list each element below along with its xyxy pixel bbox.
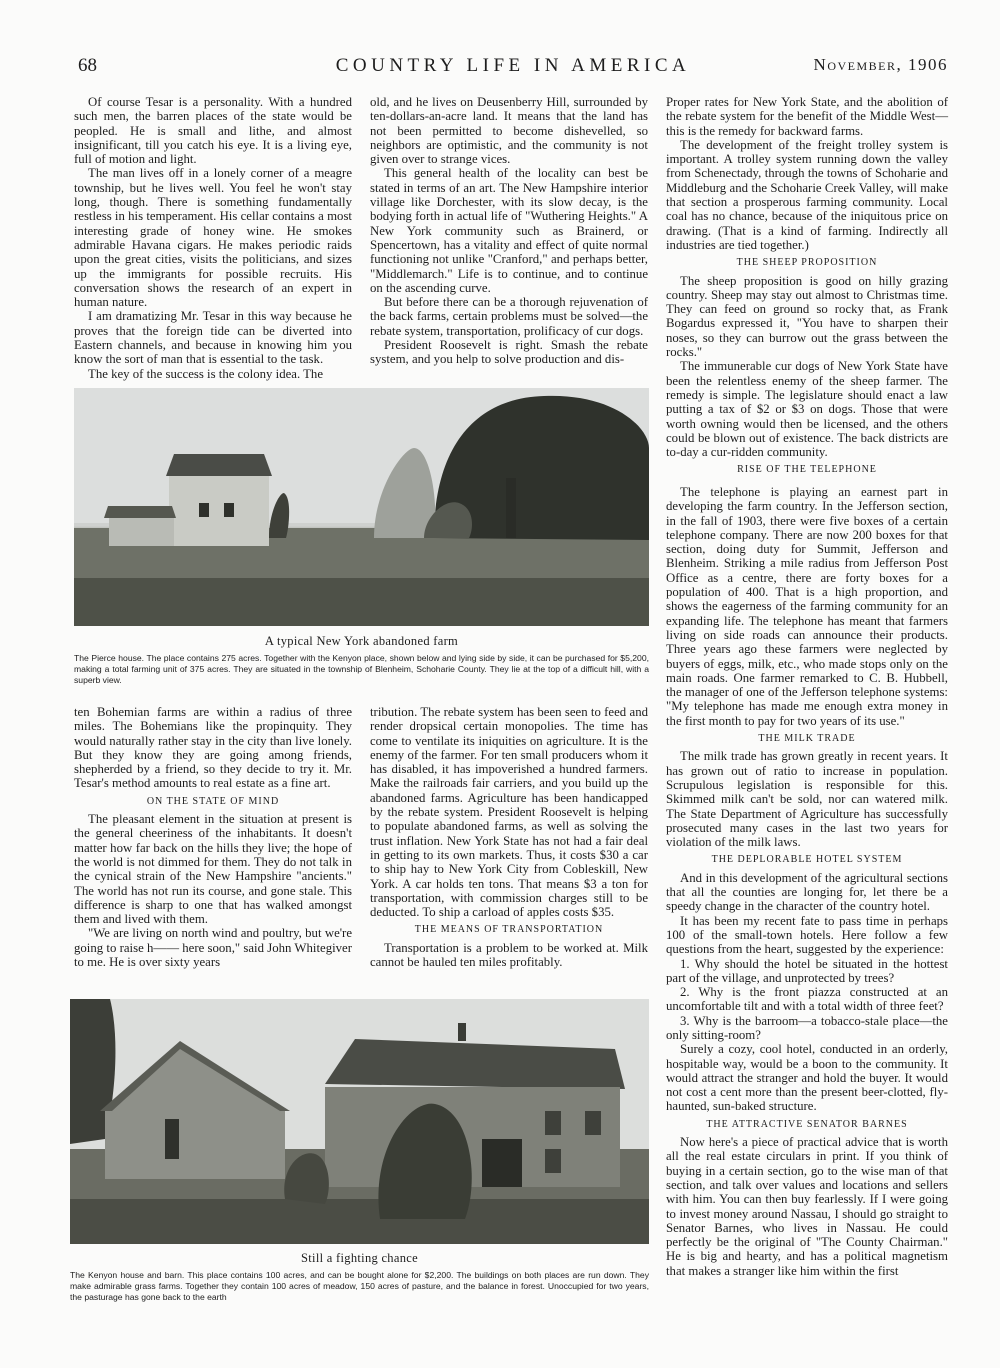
column-2 bbox=[370, 95, 648, 367]
paragraph: The milk trade has grown greatly in recent years. It has grown out of ratio to increase in population. Scrupulous legislation is responsible for this. Skimmed milk can't be sold, nor can watered milk. The State Department of Agriculture has successfully prosecuted many cases in the last two years for violation of the milk laws. bbox=[666, 749, 948, 850]
kenyon-house-photo bbox=[70, 999, 649, 1244]
column-1 bbox=[74, 95, 352, 381]
paragraph: "We are living on north wind and poultry, but we're going to raise h—— here soon," said John Whitegiver to me. He is over sixty years bbox=[74, 926, 352, 970]
paragraph: Transportation is a problem to be worked at. Milk cannot be hauled ten miles profitably. bbox=[370, 940, 648, 970]
section-heading-sheep: THE SHEEP PROPOSITION bbox=[736, 257, 878, 269]
page-header bbox=[78, 55, 948, 81]
paragraph: Proper rates for New York State, and the abolition of the rebate system for the benefit of the Middle West—this is the remedy for backward farms. bbox=[666, 95, 948, 138]
paragraph: old, and he lives on Deusenberry Hill, surrounded by ten-dollars-an-acre land. It means that the land has not been permitted to become dishevelled, so neighbors are optimistic, and the community is not given over to strange vices. bbox=[370, 95, 648, 167]
section-heading-hotel: THE DEPLORABLE HOTEL SYSTEM bbox=[711, 854, 903, 866]
paragraph: Now here's a piece of practical advice that is worth all the real estate circulars in print. If you think of buying in a certain section, go to the wise man of that section, and talk over values and locations and sellers with him. You can then buy fearlessly. If I were going to invest money around Nassau, I should go straight to Senator Barnes, who lives in Nassau. He could perfectly be the original of "The County Chairman." He is big and hearty, and has a political magnetism that makes a stranger like him within the first bbox=[666, 1135, 948, 1278]
photo-2-title: Still a fighting chance bbox=[301, 1251, 418, 1265]
paragraph: I am dramatizing Mr. Tesar in this way because he proves that the foreign tide can be diverted into Eastern channels, and because in knowing him you know the sort of man that is essential to the task. bbox=[74, 309, 352, 367]
paragraph: The telephone is playing an earnest part in developing the farm country. In the Jefferson section, in the fall of 1903, there were five boxes of a certain telephone company. There are now 200 boxes for that section, doing duty for Summit, Jefferson and Blenheim. Striking a mile radius from Jefferson Post Office as a centre, there are forty boxes for a population of 400. That is a high proportion, and shows the eagerness of the farming community for an expanding life. The telephone has meant that farmers living on side roads can announce their products. Three years ago these farmers were neglected by buyers of eggs, milk, etc., who made stops only on the main roads. One farmer remarked to C. B. Hubbell, the manager of one of the Jefferson telephone systems: "My telephone has made me enough extra money in the first month to pay for two years of its use." bbox=[666, 485, 948, 728]
paragraph: The immunerable cur dogs of New York State have been the relentless enemy of the sheep farmer. The remedy is simple. The legislature should enact a law putting a tax of $2 or $3 on dogs. Those that were worth owning would then be licensed, and the others could be blown out of existence. The back districts are to-day a cur-ridden community. bbox=[666, 359, 948, 460]
page-number: 68 bbox=[78, 55, 97, 76]
paragraph: ten Bohemian farms are within a radius of three miles. The Bohemians like the propinquity. They would naturally rather stay in the city than live lonely. But they know they are going among friends, shepherded by a friend, so they decide to try it. Mr. Tesar's method amounts to real estate as a fine art. bbox=[74, 705, 352, 791]
magazine-title: COUNTRY LIFE IN AMERICA bbox=[335, 55, 691, 76]
list-item: 3. Why is the barroom—a tobacco-stale place—the only sitting-room? bbox=[666, 1013, 948, 1042]
section-heading-state-of-mind: ON THE STATE OF MIND bbox=[146, 795, 280, 807]
list-item: 1. Why should the hotel be situated in the hottest part of the village, and unprotected by trees? bbox=[666, 956, 948, 985]
photo-1-title: A typical New York abandoned farm bbox=[264, 634, 459, 648]
paragraph: This general health of the locality can best be stated in terms of an art. The New Hampshire interior village like Dorchester, with its slow decay, is the bodying forth in actual life of "Wuthering Heights." A New York community such as Brainerd, or Spencertown, has a vitality and effect of quite normal functioning not unlike "Cranford," and perhaps better, "Middlemarch." Life is to continue, and to continue on the ascending curve. bbox=[370, 166, 648, 295]
abandoned-farm-photo bbox=[74, 388, 649, 626]
photo-1-caption: The Pierce house. The place contains 275 acres. Together with the Kenyon place, shown below and lying side by side, it can be purchased for $5,200, making a total farming unit of 375 acres. They are situated in the township of Blenheim, Schoharie County. They lie at the top of a difficult hill, with a superb view. bbox=[74, 653, 649, 685]
paragraph: It has been my recent fate to pass time in perhaps 100 of the small-town hotels. Here follow a few questions from the heart, suggested by the experience: bbox=[666, 913, 948, 957]
paragraph: The development of the freight trolley system is important. A trolley system running down the valley from Schenectady, through the towns of Schoharie and Middleburg and the Schoharie Creek Valley, will make that section a prosperous farming community. Local coal has no chance, because of the iniquitous price on drawing. (That is a kind of farming. Indirectly all industries are tied together.) bbox=[666, 137, 948, 252]
paragraph: President Roosevelt is right. Smash the rebate system, and you help to solve production and dis- bbox=[370, 338, 648, 367]
photo-2-caption: The Kenyon house and barn. This place contains 100 acres, and can be bought alone for $2,200. The buildings on both places are run down. They make admirable grass farms. Together they contain 100 acres of meadow, 150 acres of pasture, and the balance in forest. Unoccupied for two years, the pasturage has gone back to the earth bbox=[70, 1270, 649, 1302]
column-3 bbox=[666, 95, 948, 481]
paragraph: The key of the success is the colony idea. The bbox=[88, 366, 324, 381]
section-heading-telephone: RISE OF THE TELEPHONE bbox=[737, 464, 877, 476]
column-1-lower bbox=[74, 705, 352, 969]
paragraph: The man lives off in a lonely corner of a meagre township, but he lives well. You feel he won't stay long, though. There is something fundamentally restless in his temperament. His cellar contains a most interesting grade of honey wine. He smokes admirable Havana cigars. He makes periodic raids upon the great cities, visits the politicians, and sizes up the immigrants for possible recruits. His conversation shows the research of an expert in human nature. bbox=[74, 166, 352, 310]
issue-date: November, 1906 bbox=[813, 55, 948, 74]
paragraph: Of course Tesar is a personality. With a hundred such men, the barren places of the state would be peopled. He is small and lithe, and almost insignificant, till you catch his eye. It is a living eye, full of motion and light. bbox=[74, 95, 352, 167]
paragraph: The pleasant element in the situation at present is the general cheeriness of the inhabitants. It doesn't matter how far back on the hills they live; the hope of the world is not dimmed for them. They do not talk in the cynical strain of the New Hampshire "ancients." The world has not run its course, and gone stale. This difference is sharp to one that has walked amongst them and lived with them. bbox=[74, 812, 352, 927]
paragraph: tribution. The rebate system has been seen to feed and render dropsical certain monopolies. The time has come to ventilate its iniquities on agriculture. It is the enemy of the farmer. For ten small producers whom it has disabled, it has impoverished a hundred farmers. Make the railroads fair carriers, and you build up the abandoned farms. Agriculture has been handicapped by the rebate system. President Roosevelt is helping to populate abandoned farms, as well as solving the trust inflation. New York State has not had a fair deal in getting to its own markets. Thus, it costs $30 a car to ship hay to New York City from Cobleskill, New York. A car holds ten tons. That means $3 a ton for transportation, with commission charges still to be deducted. To ship a carload of apples costs $35. bbox=[370, 705, 648, 920]
list-item: 2. Why is the front piazza constructed at an uncomfortable tilt and with a total width of three feet? bbox=[666, 985, 948, 1014]
paragraph: The sheep proposition is good on hilly grazing country. Sheep may stay out almost to Christmas time. They can feed on ground so rocky that, as Frank Bogardus expressed it, "You have to sharpen their noses, so they can burrow out the grass between the rocks." bbox=[666, 273, 948, 360]
paragraph: Surely a cozy, cool hotel, conducted in an orderly, hospitable way, would be a boon to the community. It would attract the stranger and hold the buyer. It would not cost a cent more than the present beer-clotted, fly-haunted, sun-baked structure. bbox=[666, 1042, 948, 1114]
section-heading-transportation: THE MEANS OF TRANSPORTATION bbox=[414, 924, 604, 936]
column-2-lower bbox=[370, 705, 648, 969]
column-3-continued bbox=[666, 485, 948, 1278]
section-heading-senator: THE ATTRACTIVE SENATOR BARNES bbox=[706, 1118, 908, 1130]
paragraph: But before there can be a thorough rejuvenation of the back farms, certain problems must be solved—the rebate system, transportation, prolificacy of cur dogs. bbox=[370, 295, 648, 338]
section-heading-milk: THE MILK TRADE bbox=[758, 733, 856, 745]
paragraph: And in this development of the agricultural sections that all the counties are longing for, let there be a speedy change in the character of the country hotel. bbox=[666, 870, 948, 914]
